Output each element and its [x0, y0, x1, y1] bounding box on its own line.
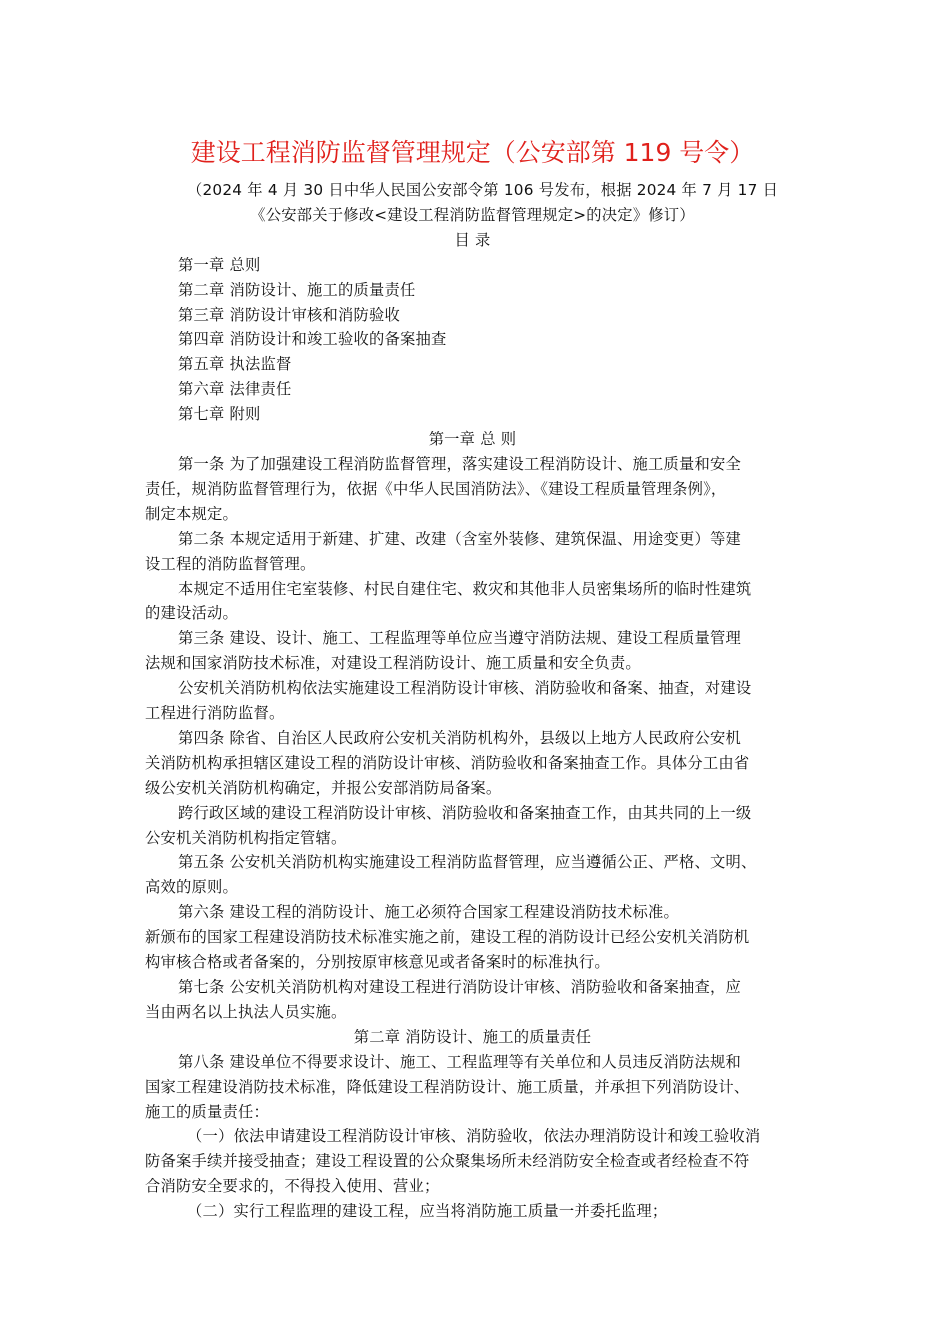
article-line: 第八条 建设单位不得要求设计、施工、工程监理等有关单位和人员违反消防法规和 [178, 1052, 741, 1071]
list-item-line: 防备案手续并接受抽查；建设工程设置的公众聚集场所未经消防安全检查或者经检查不符 [145, 1152, 750, 1171]
article-line: 第四条 除省、自治区人民政府公安机关消防机构外，县级以上地方人民政府公安机 [178, 728, 741, 747]
article-line: 法规和国家消防技术标准，对建设工程消防设计、施工质量和安全负责。 [145, 654, 641, 673]
chapter-heading: 第二章 消防设计、施工的质量责任 [353, 1027, 592, 1046]
article-line: 高效的原则。 [145, 878, 238, 897]
article-line: 工程进行消防监督。 [145, 704, 285, 723]
article-line: 第六条 建设工程的消防设计、施工必须符合国家工程建设消防技术标准。 [178, 903, 679, 922]
article-line: 制定本规定。 [145, 504, 238, 523]
toc-item: 第五章 执法监督 [178, 355, 292, 374]
article-line: 级公安机关消防机构确定，并报公安部消防局备案。 [145, 778, 502, 797]
article-line: 公安机关消防机构指定管辖。 [145, 828, 347, 847]
chapter-heading: 第一章 总 则 [428, 430, 517, 449]
article-line: 国家工程建设消防技术标准，降低建设工程消防设计、施工质量，并承担下列消防设计、 [145, 1077, 750, 1096]
article-line: 第七条 公安机关消防机构对建设工程进行消防设计审核、消防验收和备案抽查，应 [178, 978, 741, 996]
article-line: 关消防机构承担辖区建设工程的消防设计审核、消防验收和备案抽查工作。具体分工由省 [145, 753, 750, 772]
article-line: 第二条 本规定适用于新建、扩建、改建（含室外装修、建筑保温、用途变更）等建 [178, 529, 741, 548]
article-line: 跨行政区域的建设工程消防设计审核、消防验收和备案抽查工作，由其共同的上一级 [178, 803, 752, 822]
article-line: 公安机关消防机构依法实施建设工程消防设计审核、消防验收和备案、抽查，对建设 [178, 679, 752, 698]
article-line: 构审核合格或者备案的，分别按原审核意见或者备案时的标准执行。 [145, 953, 610, 972]
article-line: 新颁布的国家工程建设消防技术标准实施之前，建设工程的消防设计已经公安机关消防机 [145, 928, 750, 947]
article-line: 本规定不适用住宅室装修、村民自建住宅、救灾和其他非人员密集场所的临时性建筑 [178, 579, 752, 598]
toc-item: 第四章 消防设计和竣工验收的备案抽查 [178, 330, 447, 349]
article-line: 当由两名以上执法人员实施。 [145, 1002, 347, 1021]
toc-item: 第一章 总则 [178, 255, 261, 274]
article-line: 施工的质量责任： [145, 1102, 269, 1121]
toc-heading: 目 录 [454, 230, 491, 249]
article-line: 第三条 建设、设计、施工、工程监理等单位应当遵守消防法规、建设工程质量管理 [178, 629, 741, 648]
article-line: 第一条 为了加强建设工程消防监督管理，落实建设工程消防设计、施工质量和安全 [178, 454, 741, 473]
subtitle-line: 《公安部关于修改<建设工程消防监督管理规定>的决定》修订） [250, 205, 695, 224]
subtitle-line: （2024 年 4 月 30 日中华人民国公安部令第 106 号发布，根据 2024 年 7 月 17 日 [187, 181, 779, 199]
article-line: 设工程的消防监督管理。 [145, 554, 316, 573]
list-item-line: （二）实行工程监理的建设工程，应当将消防施工质量一并委托监理； [187, 1202, 668, 1221]
article-line: 责任，规消防监督管理行为，依据《中华人民国消防法》、《建设工程质量管理条例》， [145, 479, 727, 498]
toc-item: 第七章 附则 [178, 405, 261, 424]
toc-item: 第六章 法律责任 [178, 380, 292, 399]
toc-item: 第二章 消防设计、施工的质量责任 [178, 280, 416, 299]
toc-item: 第三章 消防设计审核和消防验收 [178, 305, 401, 324]
article-line: 第五条 公安机关消防机构实施建设工程消防监督管理，应当遵循公正、严格、文明、 [178, 853, 757, 872]
list-item-line: 合消防安全要求的，不得投入使用、营业； [145, 1177, 440, 1196]
document-title: 建设工程消防监督管理规定（公安部第 119 号令） [190, 138, 755, 167]
article-line: 的建设活动。 [145, 604, 238, 623]
list-item-line: （一）依法申请建设工程消防设计审核、消防验收，依法办理消防设计和竣工验收消 [187, 1127, 761, 1146]
